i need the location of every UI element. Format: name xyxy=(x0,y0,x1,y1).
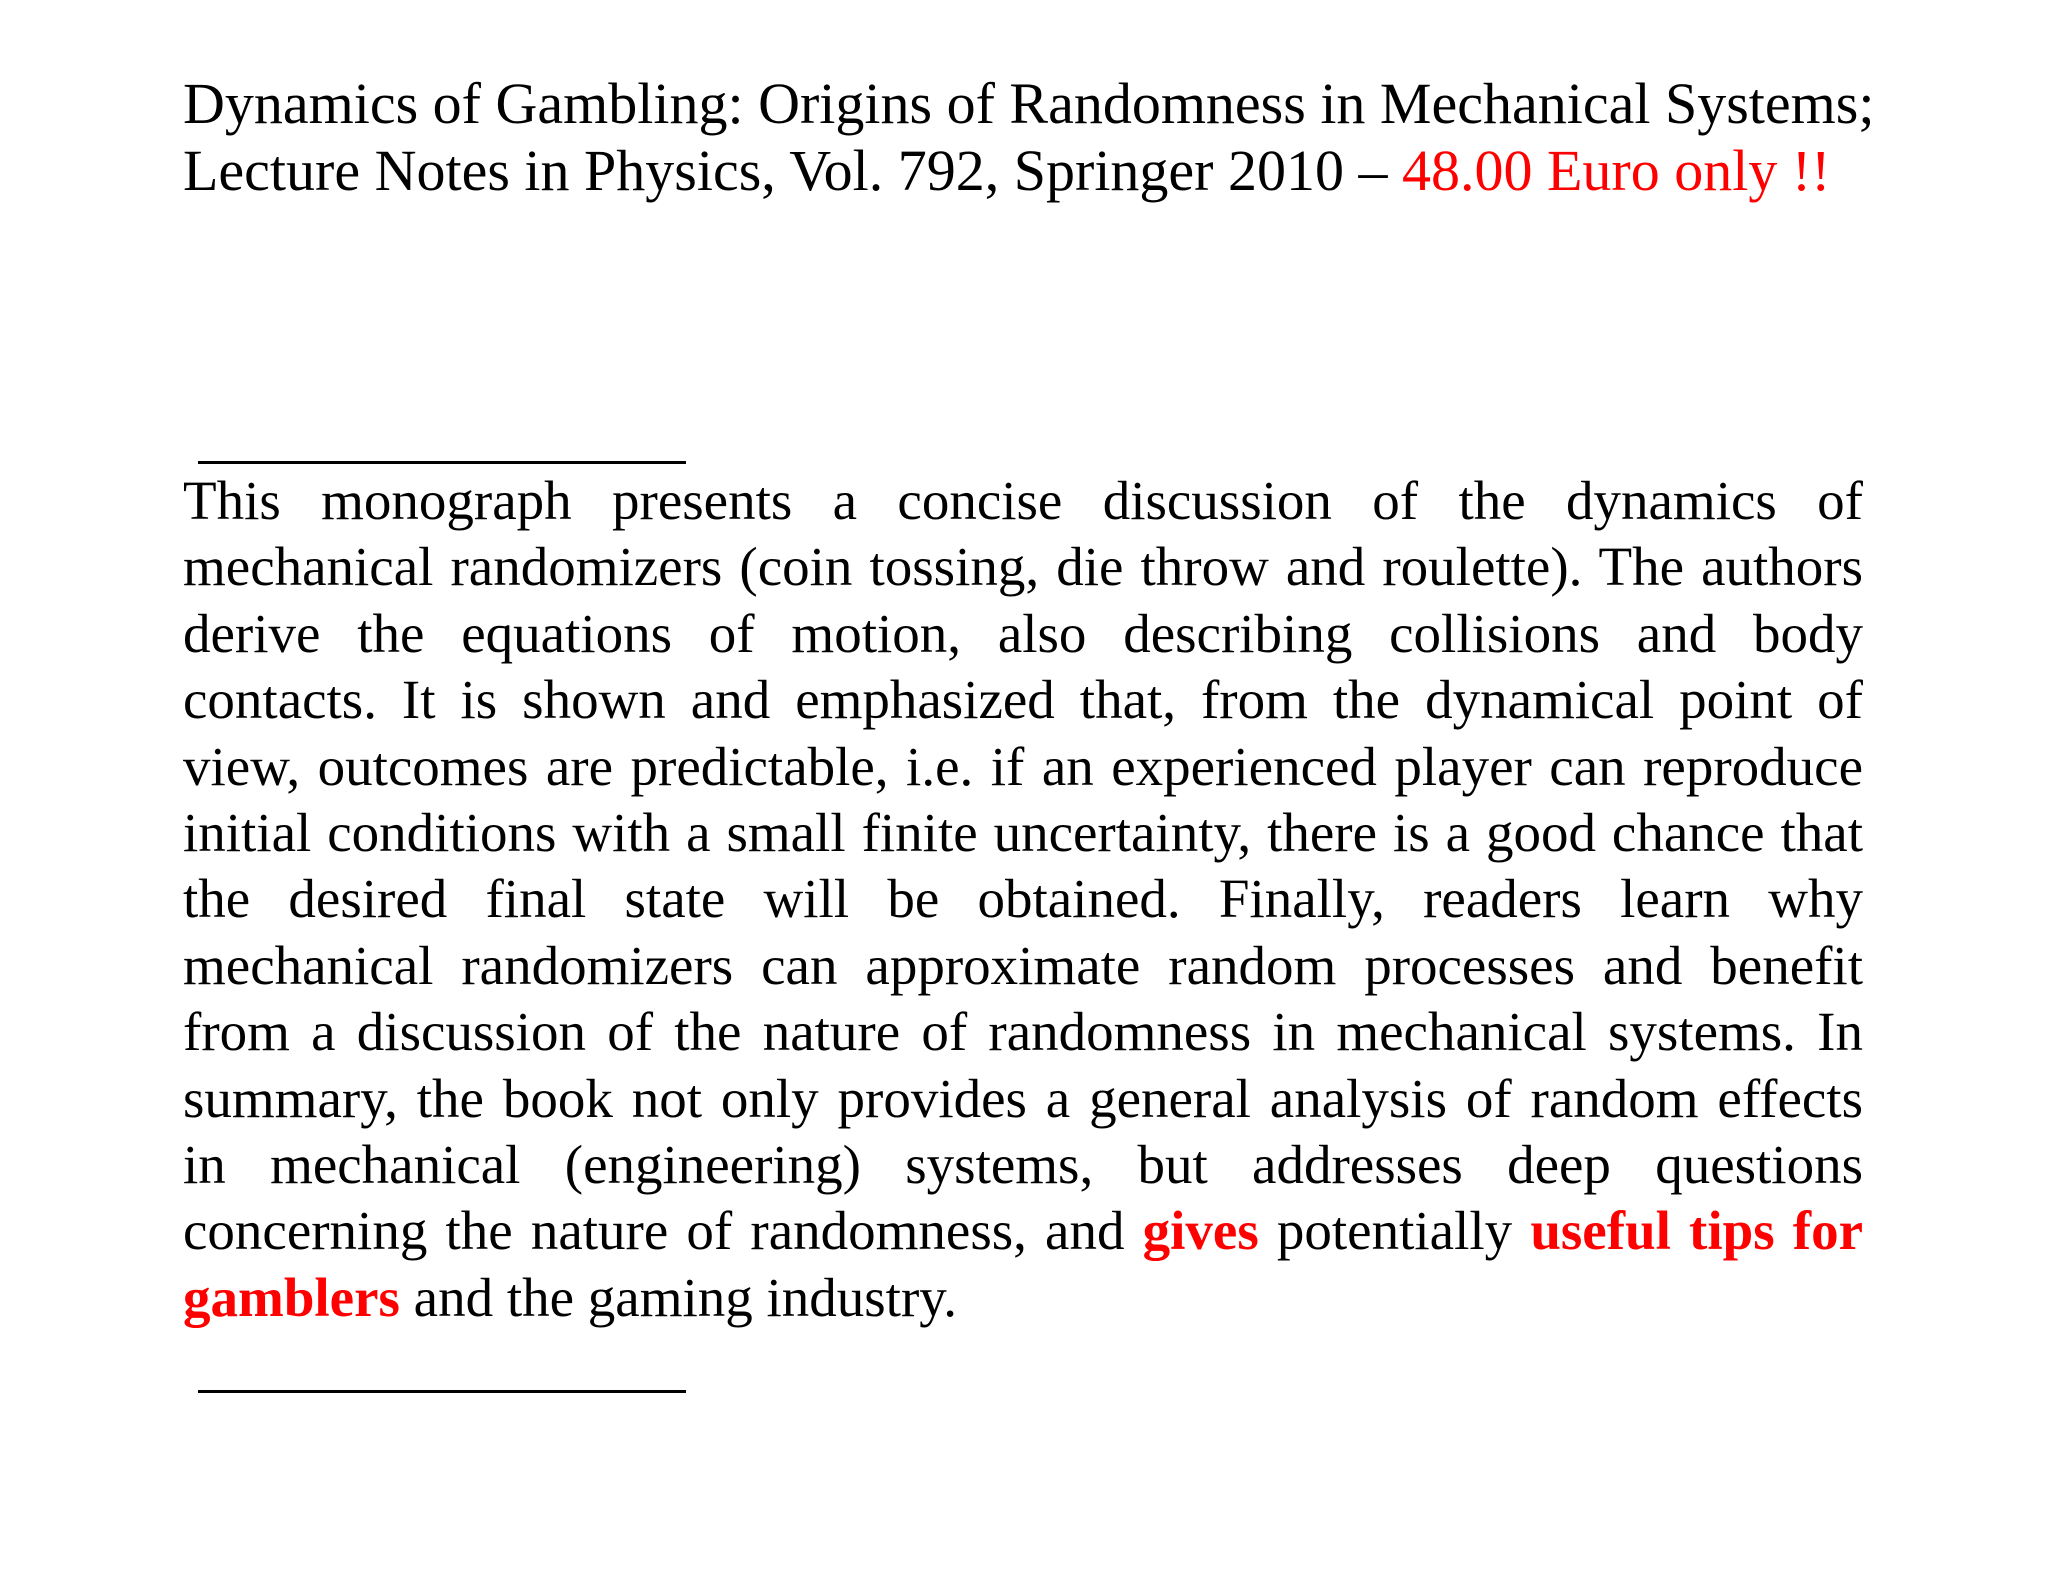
series-and-price-line xyxy=(183,137,1863,204)
highlight-useful-tips: useful tips for gamblers xyxy=(183,1200,1864,1328)
highlight-gives: gives xyxy=(1142,1200,1259,1262)
abstract-text-part-3: and the gaming industry. xyxy=(413,1266,957,1328)
bottom-divider xyxy=(198,1390,686,1393)
abstract-paragraph xyxy=(183,468,1863,1331)
book-title: Dynamics of Gambling: Origins of Randomness in Mechanical Systems; xyxy=(183,71,1875,136)
series-info: Lecture Notes in Physics, Vol. 792, Springer 2010 – xyxy=(183,138,1388,203)
abstract-text-part-1: This monograph presents a concise discussion of the dynamics of mechanical randomizers (coin tossing, die throw and roulette). The authors derive the equations of motion, also describing collisions and body contacts. It is shown and emphasized that, from the dynamical point of view, outcomes are predictable, i.e. if an experienced player can reproduce initial conditions with a small finite uncertainty, there is a good chance that the desired final state will be obtained. Finally, readers learn why mechanical randomizers can approximate random processes and benefit from a discussion of the nature of randomness in mechanical systems. In summary, the book not only provides a general analysis of random effects in mechanical (engineering) systems, but addresses deep questions concerning the nature of randomness, and xyxy=(183,470,1863,1262)
price-tag: 48.00 Euro only !! xyxy=(1402,138,1831,203)
abstract-text-part-2: potentially xyxy=(1276,1200,1513,1262)
top-divider xyxy=(198,461,686,464)
book-citation xyxy=(183,70,1875,204)
